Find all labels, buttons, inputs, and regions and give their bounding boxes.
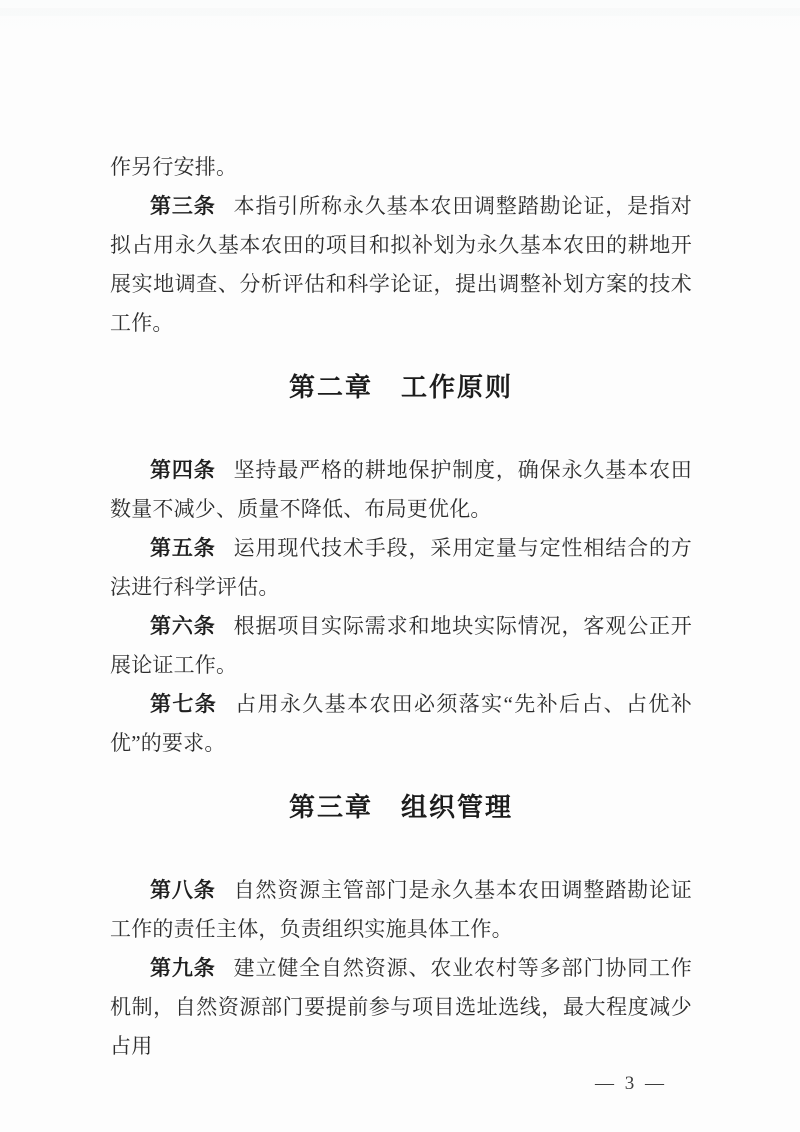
chapter-2-title: 第二章 工作原则: [288, 373, 513, 402]
article-7-text: 占用永久基本农田必须落实“先补后占、占优补优”的要求。: [110, 692, 692, 755]
article-4-paragraph: [110, 451, 692, 529]
chapter-3-title: 第三章 组织管理: [288, 793, 513, 822]
article-5-paragraph: [110, 529, 692, 607]
article-8-text: 自然资源主管部门是永久基本农田调整踏勘论证工作的责任主体，负责组织实施具体工作。: [110, 878, 692, 941]
article-6-paragraph: [110, 607, 692, 685]
article-7-label: 第七条: [150, 693, 218, 716]
scan-noise-band: [0, 8, 800, 16]
article-9-label: 第九条: [150, 957, 216, 980]
paragraph-continuation: 作另行安排。: [110, 155, 238, 179]
article-3-text: 本指引所称永久基本农田调整踏勘论证，是指对拟占用永久基本农田的项目和拟补划为永久基本农田的耕地开展实地调查、分析评估和科学论证，提出调整补划方案的技术工作。: [110, 194, 692, 335]
article-6-text: 根据项目实际需求和地块实际情况，客观公正开展论证工作。: [110, 614, 692, 677]
article-8-label: 第八条: [150, 879, 216, 902]
article-5-text: 运用现代技术手段，采用定量与定性相结合的方法进行科学评估。: [110, 536, 692, 599]
article-3-paragraph: [110, 187, 692, 343]
article-4-text: 坚持最严格的耕地保护制度，确保永久基本农田数量不减少、质量不降低、布局更优化。: [110, 458, 692, 521]
article-8-paragraph: [110, 871, 692, 949]
article-4-label: 第四条: [150, 459, 216, 482]
article-3-label: 第三条: [150, 195, 216, 218]
article-9-text: 建立健全自然资源、农业农村等多部门协同工作机制，自然资源部门要提前参与项目选址选线，最大程度减少占用: [110, 956, 692, 1058]
article-9-paragraph: [110, 949, 692, 1066]
article-7-paragraph: [110, 685, 692, 763]
article-5-label: 第五条: [150, 537, 216, 560]
article-6-label: 第六条: [150, 615, 216, 638]
page-number: — 3 —: [595, 1073, 667, 1094]
